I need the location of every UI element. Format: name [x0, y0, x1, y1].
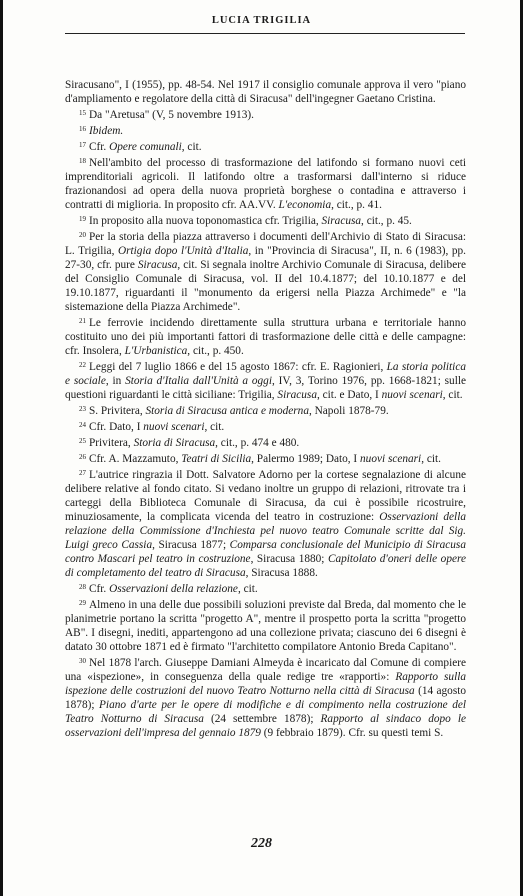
italic-title-text: nuovi scenari	[143, 421, 205, 433]
footnote-number: 16	[79, 125, 86, 133]
footnote-text: , cit., p. 450.	[187, 345, 244, 357]
italic-title-text: Storia di Siracusa	[133, 437, 216, 449]
italic-title-text: Osservazioni della relazione della Commissione d'Inchiesta pel nuovo teatro Comunale scritte dal Sig. Luigi greco Cassia	[65, 511, 466, 551]
footnote-text: L'autrice ringrazia il Dott. Salvatore Adorno per la cortese segnalazione di alcune delibere relative al fondo citato. Si vedano inoltre un gruppo di relazioni, ritrovate tra i carteggi della Biblioteca Comunale di Siracusa, da cui è possibile ricostruire, minuziosamente, la complicata vicenda del teatro in costruzione:	[65, 469, 466, 523]
footnote-23	[65, 402, 466, 418]
footnote-number: 22	[79, 361, 86, 369]
footnote-27	[65, 466, 466, 580]
footnote-text: S. Privitera,	[89, 405, 146, 417]
footnote-text: , Palermo 1989; Dato, I	[251, 453, 361, 465]
footnote-text: Da "Aretusa" (V, 5 novembre 1913).	[89, 109, 254, 121]
footnote-15	[65, 106, 466, 122]
italic-title-text: Capitolato d'oneri delle opere di completamento del teatro di Siracusa	[65, 553, 466, 579]
footnotes-block	[65, 78, 466, 740]
italic-title-text: Storia di Siracusa antica e moderna	[145, 405, 309, 417]
footnote-18	[65, 154, 466, 212]
footnote-text: (24 settembre 1878);	[203, 713, 321, 725]
italic-title-text: Rapporto al sindaco dopo le osservazioni dell'impresa del gennaio 1879	[65, 713, 467, 739]
footnote-29	[65, 596, 466, 654]
italic-title-text: Piano d'arte per le opere di modifiche e di compimento nella costruzione del Teatro Notturno di Siracusa	[65, 699, 466, 725]
footnote-number: 26	[79, 453, 86, 461]
footnote-16	[65, 122, 466, 138]
italic-title-text: La storia politica e sociale	[65, 361, 466, 387]
footnote-text: Privitera,	[89, 437, 134, 449]
italic-title-text: L'economia	[278, 199, 332, 211]
footnote-22	[65, 358, 466, 402]
footnote-number: 21	[79, 317, 86, 325]
footnote-number: 17	[79, 141, 86, 149]
footnote-number: 18	[79, 157, 86, 165]
footnote-text: Nell'ambito del processo di trasformazione del latifondo si formano nuovi ceti imprenditoriali agricoli. Il latifondo oltre a trasformarsi dall'interno si riduce frazionandosi ad opera della nuova proprietà borghese o contadina e attraverso i contratti di miglioria. In proposito cfr. AA.VV.	[65, 157, 466, 211]
italic-title-text: Rapporto sulla ispezione delle costruzioni del nuovo Teatro Notturno nella città di Siracusa	[65, 671, 466, 697]
page-number: 228	[251, 836, 272, 851]
footnote-17	[65, 138, 466, 154]
italic-title-text: Comparsa conclusionale del Municipio di Siracusa contro Mascari pel teatro in costruzione	[65, 539, 466, 565]
footnote-text: Per la storia della piazza attraverso i documenti dell'Archivio di Stato di Siracusa: L. Trigilia,	[65, 231, 466, 257]
footnote-number: 20	[79, 231, 86, 239]
footnote-26	[65, 450, 466, 466]
footnote-text: Cfr.	[89, 141, 110, 153]
italic-title-text: Osservazioni della relazione	[109, 583, 238, 595]
italic-title-text: Ibidem.	[89, 125, 124, 137]
italic-title-text: Ortigia dopo l'Unità d'Italia	[117, 245, 249, 257]
footnote-text: , cit., p. 474 e 480.	[215, 437, 300, 449]
footnote-text: Cfr.	[89, 583, 110, 595]
footnote-28	[65, 580, 466, 596]
italic-title-text: Teatri di Sicilia	[181, 453, 252, 465]
footnote-21	[65, 314, 466, 358]
footnote-text: , Siracusa 1888.	[245, 567, 318, 579]
footnote-24	[65, 418, 466, 434]
header-rule	[65, 33, 465, 34]
footnote-text: , cit., p. 41.	[331, 199, 382, 211]
footnote-text: Almeno in una delle due possibili soluzioni previste dal Breda, dal momento che le planimetrie portano la scritta "progetto A", mentre il prospetto porta la scritta "progetto AB". I disegni, inediti, appartengono ad una collezione privata; ciascuno dei 6 disegni è datato 30 ottobre 1871 ed è firmato "l'architetto compilatore Antonio Breda Capitano".	[65, 599, 466, 653]
footnote-number: 30	[79, 657, 86, 665]
italic-title-text: Siracusa	[137, 259, 178, 271]
footnote-number: 29	[79, 599, 86, 607]
footnote-20	[65, 228, 466, 314]
italic-title-text: Siracusa	[277, 389, 317, 401]
footnote-text: , IV, 3, Torino 1976, pp. 1668-1821; sulle questioni riguardanti le città siciliane: Trigilia,	[65, 375, 467, 401]
footnote-text: Cfr. Dato, I	[89, 421, 144, 433]
italic-title-text: Siracusa	[321, 215, 362, 227]
footnote-text: , in "Provincia di Siracusa", II, n. 6 (1983), pp. 27-30, cfr. pure	[65, 245, 466, 271]
footnote-text: , cit. Si segnala inoltre Archivio Comunale di Siracusa, delibere del Consiglio Comunale di Siracusa, vol. II del 10.4.1877; del 10.10.1877 e del 19.10.1877, riguardanti il "monumento da erigersi nella Piazza Archimede" e "la sistemazione della Piazza Archimede".	[65, 259, 466, 313]
italic-title-text: Storia d'Italia dall'Unità a oggi	[125, 375, 272, 387]
footnote-19	[65, 212, 466, 228]
footnote-text: , cit.	[442, 389, 463, 401]
footnote-text: , cit.	[237, 583, 258, 595]
footnote-text: (14 agosto 1878);	[65, 685, 466, 711]
footnote-text: Cfr. A. Mazzamuto,	[89, 453, 182, 465]
footnote-number: 15	[79, 109, 86, 117]
footnote-text: , in	[105, 375, 126, 387]
italic-title-text: nuovi scenari	[360, 453, 422, 465]
footnote-text: Leggi del 7 luglio 1866 e del 15 agosto 1867: cfr. E. Ragionieri,	[89, 361, 387, 373]
footnote-number: 28	[79, 583, 86, 591]
italic-title-text: L'Urbanistica	[124, 345, 188, 357]
footnote-text: Nel 1878 l'arch. Giuseppe Damiani Almeyda è incaricato dal Comune di compiere una «ispezione», in conseguenza della quale redige tre «rapporti»:	[65, 657, 466, 683]
note-continuation: Siracusano", I (1955), pp. 48-54. Nel 1917 il consiglio comunale approva il vero "piano d'ampliamento e regolatore della città di Siracusa" dell'ingegner Gaetano Cristina.	[65, 79, 466, 105]
footnote-text: , cit.	[204, 421, 225, 433]
footnote-25	[65, 434, 466, 450]
italic-title-text: nuovi scenari	[381, 389, 443, 401]
footnote-number: 24	[79, 421, 86, 429]
footnote-text: , cit.	[421, 453, 441, 465]
footnote-text: (9 febbraio 1879). Cfr. su questi temi S.	[260, 727, 444, 739]
footnote-number: 27	[79, 469, 86, 477]
footnote-text: , Siracusa 1877;	[152, 539, 230, 551]
footnote-30	[65, 654, 466, 740]
footnote-text: , cit. e Dato, I	[316, 389, 382, 401]
footnote-number: 23	[79, 405, 86, 413]
footnote-text: Le ferrovie incidendo direttamente sulla struttura urbana e territoriale hanno costituito uno dei più importanti fattori di trasformazione delle città e delle campagne: cfr. Insolera,	[65, 317, 466, 357]
footnote-text: In proposito alla nuova toponomastica cfr. Trigilia,	[89, 215, 322, 227]
footnote-number: 25	[79, 437, 86, 445]
footnote-text: , cit.	[181, 141, 202, 153]
footnote-number: 19	[79, 215, 86, 223]
footnote-text: , cit., p. 45.	[361, 215, 412, 227]
footnote-text: , Siracusa 1880;	[250, 553, 328, 565]
footnote-text: , Napoli 1878-79.	[308, 405, 389, 417]
running-head: LUCIA TRIGILIA	[211, 15, 312, 26]
italic-title-text: Opere comunali	[109, 141, 182, 153]
